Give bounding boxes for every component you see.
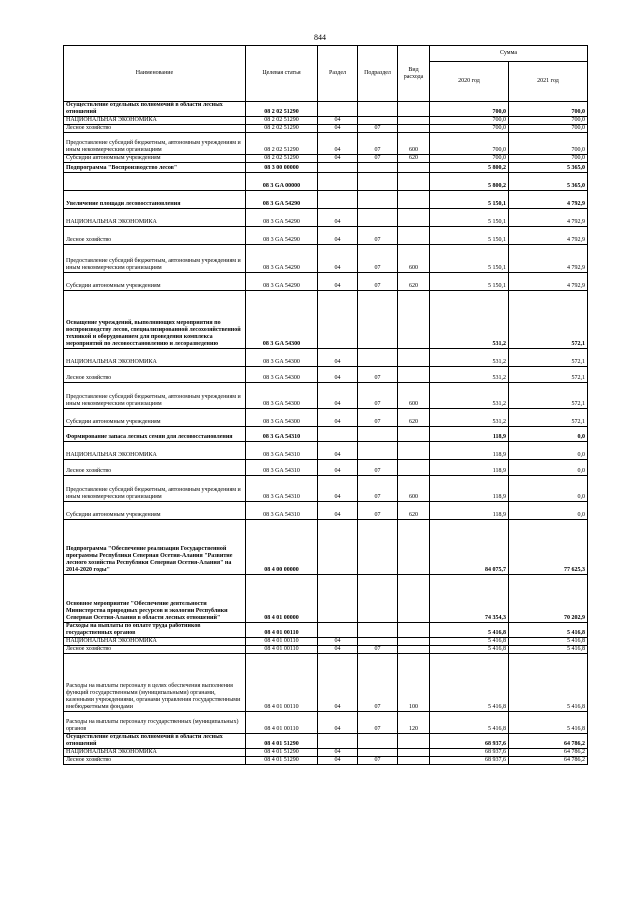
cell-name: Оснащение учреждений, выполняющих мероприятия по воспроизводству лесов, специализированной лесохозяйственной техникой и оборудованием для проведения комплекса мероприятий по лесовосстановлению и лесоразведению xyxy=(64,291,246,349)
cell-amount-2020: 5 150,1 xyxy=(430,245,509,273)
cell-section xyxy=(318,575,358,623)
cell-expense-type xyxy=(398,191,430,209)
cell-target-article: 08 3 GA 54290 xyxy=(246,209,318,227)
cell-name: Субсидии автономным учреждениям xyxy=(64,409,246,427)
cell-amount-2021: 70 202,9 xyxy=(509,575,588,623)
cell-name: НАЦИОНАЛЬНАЯ ЭКОНОМИКА xyxy=(64,209,246,227)
table-row xyxy=(64,117,588,125)
cell-expense-type xyxy=(398,163,430,173)
cell-expense-type xyxy=(398,117,430,125)
cell-name: Лесное хозяйство xyxy=(64,460,246,476)
cell-subsection xyxy=(358,209,398,227)
cell-amount-2021: 4 792,9 xyxy=(509,245,588,273)
cell-subsection: 07 xyxy=(358,155,398,163)
cell-target-article: 08 3 GA 54310 xyxy=(246,502,318,520)
cell-amount-2020: 531,2 xyxy=(430,383,509,409)
cell-name: Расходы на выплаты персоналу в целях обеспечения выполнения функций государственными (муниципальными) органами, казенными учреждениями, органами управления государственными внебюджетными фондами xyxy=(64,654,246,712)
cell-expense-type: 620 xyxy=(398,502,430,520)
cell-amount-2020: 68 937,6 xyxy=(430,749,509,757)
cell-amount-2021: 0,0 xyxy=(509,427,588,442)
cell-amount-2021: 5 416,8 xyxy=(509,646,588,654)
cell-expense-type xyxy=(398,646,430,654)
cell-name: НАЦИОНАЛЬНАЯ ЭКОНОМИКА xyxy=(64,638,246,646)
cell-section xyxy=(318,191,358,209)
cell-expense-type: 600 xyxy=(398,133,430,155)
header-amount: Сумма xyxy=(430,46,588,62)
cell-amount-2020: 531,2 xyxy=(430,291,509,349)
cell-amount-2020: 118,9 xyxy=(430,476,509,502)
cell-amount-2020: 84 075,7 xyxy=(430,520,509,575)
cell-section: 04 xyxy=(318,476,358,502)
cell-target-article: 08 3 GA 54310 xyxy=(246,460,318,476)
cell-section: 04 xyxy=(318,638,358,646)
cell-amount-2020: 5 800,2 xyxy=(430,173,509,191)
cell-amount-2021: 4 792,9 xyxy=(509,273,588,291)
cell-section: 04 xyxy=(318,227,358,245)
cell-target-article: 08 4 01 00110 xyxy=(246,646,318,654)
table-row xyxy=(64,133,588,155)
page-number: 844 xyxy=(314,33,326,42)
cell-amount-2020: 118,9 xyxy=(430,460,509,476)
cell-target-article: 08 2 02 51290 xyxy=(246,155,318,163)
cell-section xyxy=(318,291,358,349)
cell-section: 04 xyxy=(318,133,358,155)
cell-target-article: 08 4 01 00110 xyxy=(246,654,318,712)
cell-section: 04 xyxy=(318,383,358,409)
cell-subsection: 07 xyxy=(358,757,398,765)
table-row xyxy=(64,460,588,476)
cell-target-article: 08 3 GA 54310 xyxy=(246,427,318,442)
cell-section: 04 xyxy=(318,273,358,291)
cell-subsection xyxy=(358,163,398,173)
table-row xyxy=(64,757,588,765)
cell-section: 04 xyxy=(318,502,358,520)
cell-name: Предоставление субсидий бюджетным, автономным учреждениям и иным некоммерческим организациям xyxy=(64,133,246,155)
cell-amount-2021: 4 792,9 xyxy=(509,227,588,245)
cell-section xyxy=(318,520,358,575)
cell-expense-type xyxy=(398,749,430,757)
table-row xyxy=(64,383,588,409)
cell-subsection xyxy=(358,638,398,646)
table-row xyxy=(64,191,588,209)
cell-section: 04 xyxy=(318,757,358,765)
cell-amount-2021: 700,0 xyxy=(509,133,588,155)
cell-target-article: 08 3 GA 54310 xyxy=(246,476,318,502)
cell-section: 04 xyxy=(318,749,358,757)
cell-section: 04 xyxy=(318,409,358,427)
cell-name: НАЦИОНАЛЬНАЯ ЭКОНОМИКА xyxy=(64,349,246,367)
cell-expense-type xyxy=(398,209,430,227)
table-row xyxy=(64,623,588,638)
header-subsection: Подраздел xyxy=(358,46,398,102)
cell-target-article: 08 3 GA 54300 xyxy=(246,409,318,427)
cell-name: Лесное хозяйство xyxy=(64,227,246,245)
cell-subsection: 07 xyxy=(358,712,398,734)
cell-section: 04 xyxy=(318,646,358,654)
cell-amount-2021: 700,0 xyxy=(509,102,588,117)
cell-subsection xyxy=(358,173,398,191)
cell-amount-2020: 531,2 xyxy=(430,409,509,427)
cell-amount-2020: 700,0 xyxy=(430,155,509,163)
table-row xyxy=(64,102,588,117)
cell-section: 04 xyxy=(318,654,358,712)
cell-target-article: 08 2 02 51290 xyxy=(246,117,318,125)
table-row xyxy=(64,427,588,442)
cell-amount-2021: 64 786,2 xyxy=(509,757,588,765)
cell-subsection: 07 xyxy=(358,367,398,383)
cell-target-article: 08 4 01 00000 xyxy=(246,575,318,623)
cell-name: Осуществление отдельных полномочий в области лесных отношений xyxy=(64,734,246,749)
cell-target-article: 08 3 GA 54290 xyxy=(246,227,318,245)
cell-subsection: 07 xyxy=(358,227,398,245)
table-row xyxy=(64,291,588,349)
cell-amount-2021: 700,0 xyxy=(509,155,588,163)
cell-name: Увеличение площади лесовосстановления xyxy=(64,191,246,209)
table-row xyxy=(64,442,588,460)
cell-expense-type: 620 xyxy=(398,273,430,291)
cell-amount-2020: 5 416,8 xyxy=(430,638,509,646)
cell-subsection xyxy=(358,734,398,749)
table-row xyxy=(64,638,588,646)
cell-amount-2021: 64 786,2 xyxy=(509,749,588,757)
cell-target-article: 08 3 GA 54300 xyxy=(246,291,318,349)
header-year-2021: 2021 год xyxy=(509,62,588,102)
cell-expense-type: 600 xyxy=(398,383,430,409)
cell-name: Основное мероприятие "Обеспечение деятельности Министерства природных ресурсов и экологии Республики Северная Осетия-Алания в области лесных отношений" xyxy=(64,575,246,623)
cell-target-article: 08 4 01 00110 xyxy=(246,623,318,638)
cell-amount-2020: 700,0 xyxy=(430,133,509,155)
cell-subsection: 07 xyxy=(358,460,398,476)
cell-amount-2020: 74 354,3 xyxy=(430,575,509,623)
cell-section: 04 xyxy=(318,125,358,133)
cell-subsection xyxy=(358,117,398,125)
cell-name: Лесное хозяйство xyxy=(64,646,246,654)
cell-section xyxy=(318,623,358,638)
table-row xyxy=(64,476,588,502)
cell-subsection: 07 xyxy=(358,476,398,502)
cell-section: 04 xyxy=(318,367,358,383)
cell-subsection xyxy=(358,291,398,349)
cell-subsection xyxy=(358,575,398,623)
cell-target-article: 08 3 GA 54300 xyxy=(246,367,318,383)
table-row xyxy=(64,409,588,427)
cell-expense-type xyxy=(398,427,430,442)
cell-amount-2021: 5 416,8 xyxy=(509,654,588,712)
cell-subsection: 07 xyxy=(358,502,398,520)
table-row xyxy=(64,712,588,734)
cell-name: Субсидии автономным учреждениям xyxy=(64,502,246,520)
cell-amount-2020: 118,9 xyxy=(430,442,509,460)
cell-amount-2020: 118,9 xyxy=(430,427,509,442)
cell-subsection: 07 xyxy=(358,383,398,409)
cell-subsection xyxy=(358,427,398,442)
cell-amount-2021: 0,0 xyxy=(509,476,588,502)
cell-section xyxy=(318,163,358,173)
cell-amount-2020: 5 150,1 xyxy=(430,191,509,209)
cell-target-article: 08 4 00 00000 xyxy=(246,520,318,575)
cell-section: 04 xyxy=(318,209,358,227)
cell-target-article: 08 3 GA 54310 xyxy=(246,442,318,460)
cell-name: Предоставление субсидий бюджетным, автономным учреждениям и иным некоммерческим организациям xyxy=(64,245,246,273)
cell-name: Расходы на выплаты персоналу государственных (муниципальных) органов xyxy=(64,712,246,734)
cell-subsection: 07 xyxy=(358,409,398,427)
cell-section: 04 xyxy=(318,155,358,163)
cell-target-article: 08 3 GA 00000 xyxy=(246,173,318,191)
cell-amount-2021: 5 416,8 xyxy=(509,638,588,646)
cell-subsection xyxy=(358,623,398,638)
cell-section xyxy=(318,102,358,117)
cell-section: 04 xyxy=(318,245,358,273)
cell-expense-type xyxy=(398,520,430,575)
cell-amount-2021: 77 625,3 xyxy=(509,520,588,575)
cell-expense-type xyxy=(398,575,430,623)
cell-amount-2021: 700,0 xyxy=(509,125,588,133)
cell-expense-type: 620 xyxy=(398,155,430,163)
cell-amount-2020: 700,0 xyxy=(430,102,509,117)
cell-target-article: 08 4 01 51290 xyxy=(246,734,318,749)
cell-target-article: 08 4 01 51290 xyxy=(246,749,318,757)
table-row xyxy=(64,654,588,712)
cell-expense-type xyxy=(398,623,430,638)
cell-name: Формирование запаса лесных семян для лесовосстановления xyxy=(64,427,246,442)
cell-subsection: 07 xyxy=(358,273,398,291)
cell-amount-2020: 531,2 xyxy=(430,367,509,383)
cell-name: Субсидии автономным учреждениям xyxy=(64,155,246,163)
cell-expense-type: 600 xyxy=(398,245,430,273)
cell-expense-type xyxy=(398,125,430,133)
cell-amount-2020: 118,9 xyxy=(430,502,509,520)
table-row xyxy=(64,125,588,133)
header-name: Наименование xyxy=(64,46,246,102)
cell-subsection: 07 xyxy=(358,654,398,712)
cell-expense-type: 620 xyxy=(398,409,430,427)
cell-amount-2021: 5 416,8 xyxy=(509,623,588,638)
cell-target-article: 08 3 GA 54290 xyxy=(246,191,318,209)
cell-expense-type xyxy=(398,734,430,749)
cell-expense-type xyxy=(398,638,430,646)
cell-amount-2021: 572,1 xyxy=(509,383,588,409)
table-row xyxy=(64,155,588,163)
table-row xyxy=(64,209,588,227)
cell-amount-2021: 0,0 xyxy=(509,502,588,520)
cell-subsection xyxy=(358,349,398,367)
cell-subsection xyxy=(358,191,398,209)
cell-subsection xyxy=(358,442,398,460)
cell-section: 04 xyxy=(318,349,358,367)
cell-name: Осуществление отдельных полномочий в области лесных отношений xyxy=(64,102,246,117)
cell-section: 04 xyxy=(318,117,358,125)
cell-amount-2021: 572,1 xyxy=(509,409,588,427)
cell-amount-2021: 0,0 xyxy=(509,460,588,476)
cell-name: Предоставление субсидий бюджетным, автономным учреждениям и иным некоммерческим организациям xyxy=(64,383,246,409)
table-body xyxy=(64,102,588,765)
cell-name: Лесное хозяйство xyxy=(64,125,246,133)
table-row xyxy=(64,273,588,291)
table-row xyxy=(64,749,588,757)
table-row xyxy=(64,367,588,383)
cell-subsection xyxy=(358,749,398,757)
cell-target-article: 08 3 GA 54300 xyxy=(246,349,318,367)
header-section: Раздел xyxy=(318,46,358,102)
cell-section: 04 xyxy=(318,442,358,460)
cell-subsection xyxy=(358,520,398,575)
cell-amount-2020: 700,0 xyxy=(430,117,509,125)
header-expense-type: Вид расхода xyxy=(398,46,430,102)
cell-name xyxy=(64,173,246,191)
cell-amount-2020: 5 416,8 xyxy=(430,712,509,734)
cell-amount-2020: 5 150,1 xyxy=(430,273,509,291)
cell-amount-2020: 5 416,8 xyxy=(430,623,509,638)
cell-amount-2020: 700,0 xyxy=(430,125,509,133)
cell-amount-2021: 5 416,8 xyxy=(509,712,588,734)
budget-table xyxy=(63,45,588,765)
cell-name: НАЦИОНАЛЬНАЯ ЭКОНОМИКА xyxy=(64,117,246,125)
cell-section xyxy=(318,173,358,191)
cell-amount-2021: 64 786,2 xyxy=(509,734,588,749)
cell-amount-2021: 572,1 xyxy=(509,291,588,349)
table-row xyxy=(64,575,588,623)
cell-subsection: 07 xyxy=(358,245,398,273)
cell-amount-2021: 0,0 xyxy=(509,442,588,460)
cell-amount-2020: 68 937,6 xyxy=(430,734,509,749)
cell-expense-type xyxy=(398,349,430,367)
cell-subsection xyxy=(358,102,398,117)
cell-amount-2020: 5 416,8 xyxy=(430,654,509,712)
cell-expense-type xyxy=(398,227,430,245)
cell-target-article: 08 2 02 51290 xyxy=(246,102,318,117)
cell-section: 04 xyxy=(318,460,358,476)
cell-amount-2021: 572,1 xyxy=(509,367,588,383)
table-row xyxy=(64,502,588,520)
cell-expense-type: 120 xyxy=(398,712,430,734)
cell-expense-type xyxy=(398,367,430,383)
cell-amount-2021: 5 365,0 xyxy=(509,173,588,191)
cell-expense-type: 600 xyxy=(398,476,430,502)
cell-amount-2020: 5 800,2 xyxy=(430,163,509,173)
cell-amount-2020: 5 416,8 xyxy=(430,646,509,654)
header-year-2020: 2020 год xyxy=(430,62,509,102)
table-row xyxy=(64,520,588,575)
cell-target-article: 08 2 02 51290 xyxy=(246,133,318,155)
cell-name: НАЦИОНАЛЬНАЯ ЭКОНОМИКА xyxy=(64,442,246,460)
cell-expense-type xyxy=(398,173,430,191)
cell-name: Подпрограмма "Воспроизводство лесов" xyxy=(64,163,246,173)
table-row xyxy=(64,646,588,654)
cell-target-article: 08 4 01 00110 xyxy=(246,638,318,646)
cell-section xyxy=(318,734,358,749)
cell-subsection: 07 xyxy=(358,646,398,654)
cell-expense-type xyxy=(398,442,430,460)
cell-target-article: 08 3 GA 54290 xyxy=(246,273,318,291)
cell-amount-2021: 572,1 xyxy=(509,349,588,367)
cell-expense-type xyxy=(398,291,430,349)
cell-target-article: 08 4 01 00110 xyxy=(246,712,318,734)
cell-amount-2020: 5 150,1 xyxy=(430,227,509,245)
cell-amount-2021: 5 365,0 xyxy=(509,163,588,173)
table-row xyxy=(64,163,588,173)
cell-expense-type xyxy=(398,102,430,117)
cell-expense-type: 100 xyxy=(398,654,430,712)
cell-amount-2020: 5 150,1 xyxy=(430,209,509,227)
cell-amount-2021: 4 792,9 xyxy=(509,209,588,227)
cell-expense-type xyxy=(398,757,430,765)
cell-target-article: 08 4 01 51290 xyxy=(246,757,318,765)
cell-amount-2021: 4 792,9 xyxy=(509,191,588,209)
cell-amount-2021: 700,0 xyxy=(509,117,588,125)
table-row xyxy=(64,349,588,367)
cell-subsection: 07 xyxy=(358,133,398,155)
cell-section xyxy=(318,427,358,442)
header-target-article: Целевая статья xyxy=(246,46,318,102)
cell-name: Подпрограмма "Обеспечение реализации Государственной программы Республики Северная Осетия-Алания "Развитие лесного хозяйства Республики Северная Осетия-Алания" на 2014-2020 годы" xyxy=(64,520,246,575)
cell-amount-2020: 68 937,6 xyxy=(430,757,509,765)
cell-name: Субсидии автономным учреждениям xyxy=(64,273,246,291)
cell-target-article: 08 3 GA 54300 xyxy=(246,383,318,409)
cell-name: Предоставление субсидий бюджетным, автономным учреждениям и иным некоммерческим организациям xyxy=(64,476,246,502)
cell-target-article: 08 3 00 00000 xyxy=(246,163,318,173)
cell-section: 04 xyxy=(318,712,358,734)
cell-name: НАЦИОНАЛЬНАЯ ЭКОНОМИКА xyxy=(64,749,246,757)
cell-name: Расходы на выплаты по оплате труда работников государственных органов xyxy=(64,623,246,638)
cell-expense-type xyxy=(398,460,430,476)
cell-amount-2020: 531,2 xyxy=(430,349,509,367)
cell-name: Лесное хозяйство xyxy=(64,757,246,765)
table-row xyxy=(64,227,588,245)
cell-name: Лесное хозяйство xyxy=(64,367,246,383)
cell-subsection: 07 xyxy=(358,125,398,133)
table-row xyxy=(64,245,588,273)
cell-target-article: 08 2 02 51290 xyxy=(246,125,318,133)
table-row xyxy=(64,173,588,191)
table-row xyxy=(64,734,588,749)
cell-target-article: 08 3 GA 54290 xyxy=(246,245,318,273)
